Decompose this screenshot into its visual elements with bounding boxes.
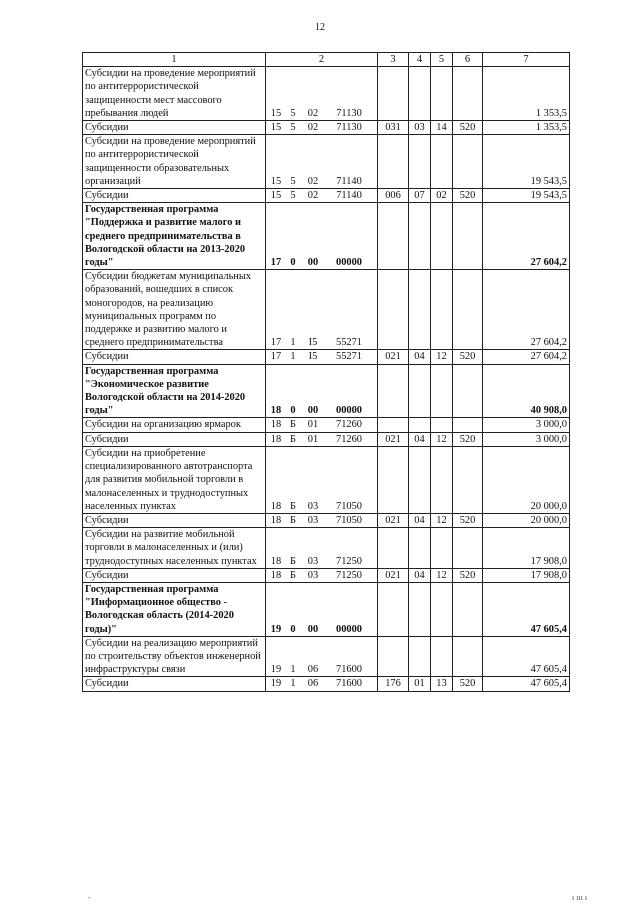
section-code: 04 bbox=[409, 432, 431, 446]
table-row bbox=[83, 270, 570, 350]
subsidy-row bbox=[83, 350, 570, 364]
event-code: I5 bbox=[308, 337, 318, 349]
subprogram-code: 1 bbox=[290, 664, 296, 676]
table-row bbox=[83, 636, 570, 677]
table-row bbox=[83, 67, 570, 121]
event-code: 01 bbox=[307, 433, 319, 445]
subprogram-code: Б bbox=[290, 555, 296, 567]
subprogram-code: 5 bbox=[290, 190, 296, 202]
subsection-code bbox=[431, 67, 453, 121]
subprogram-code: Б bbox=[290, 569, 296, 581]
row-name: Субсидии bbox=[83, 121, 266, 135]
row-name: Субсидии на проведение мероприятий по антитеррористической защищенности мест массового пребывания людей bbox=[83, 67, 266, 121]
target-code bbox=[266, 189, 378, 203]
direction-code: 71600 bbox=[336, 678, 362, 690]
program-code: 19 bbox=[270, 664, 282, 676]
section-code bbox=[409, 270, 431, 350]
table-header-row bbox=[83, 53, 570, 67]
row-name: Субсидии на организацию ярмарок bbox=[83, 418, 266, 432]
ministry-code bbox=[378, 418, 409, 432]
direction-code: 00000 bbox=[336, 623, 362, 635]
direction-code: 55271 bbox=[336, 351, 362, 363]
amount: 3 000,0 bbox=[483, 432, 570, 446]
section-code bbox=[409, 446, 431, 513]
direction-code: 55271 bbox=[336, 337, 362, 349]
amount: 47 605,4 bbox=[483, 582, 570, 636]
subsection-code bbox=[431, 446, 453, 513]
expense-type-code bbox=[453, 270, 483, 350]
subsidy-row bbox=[83, 189, 570, 203]
amount: 19 543,5 bbox=[483, 135, 570, 189]
direction-code: 71140 bbox=[336, 175, 362, 187]
event-code: 02 bbox=[307, 190, 319, 202]
ministry-code: 021 bbox=[378, 568, 409, 582]
subprogram-code: 5 bbox=[290, 175, 296, 187]
row-name: Субсидии на развитие мобильной торговли в малонаселенных и (или) труднодоступных населенных пунктах bbox=[83, 528, 266, 569]
program-code: 15 bbox=[270, 190, 282, 202]
program-code: 18 bbox=[270, 405, 282, 417]
amount: 19 543,5 bbox=[483, 189, 570, 203]
header-cell: 4 bbox=[409, 53, 431, 67]
expense-type-code bbox=[453, 364, 483, 418]
row-name: Субсидии bbox=[83, 189, 266, 203]
program-row bbox=[83, 582, 570, 636]
row-name: Субсидии bbox=[83, 513, 266, 527]
event-code: 00 bbox=[307, 623, 319, 635]
subsection-code bbox=[431, 203, 453, 270]
program-code: 19 bbox=[270, 678, 282, 690]
expense-type-code: 520 bbox=[453, 189, 483, 203]
target-code bbox=[266, 418, 378, 432]
expense-type-code bbox=[453, 636, 483, 677]
program-code: 19 bbox=[270, 623, 282, 635]
subsection-code bbox=[431, 135, 453, 189]
subsection-code: 12 bbox=[431, 350, 453, 364]
subsection-code bbox=[431, 582, 453, 636]
program-code: 18 bbox=[270, 433, 282, 445]
expense-type-code: 520 bbox=[453, 568, 483, 582]
amount: 3 000,0 bbox=[483, 418, 570, 432]
subsection-code: 12 bbox=[431, 513, 453, 527]
row-name: Субсидии bbox=[83, 568, 266, 582]
event-code: 06 bbox=[307, 664, 319, 676]
target-code bbox=[266, 446, 378, 513]
direction-code: 71600 bbox=[336, 664, 362, 676]
row-name: Субсидии bbox=[83, 432, 266, 446]
subsidy-row bbox=[83, 513, 570, 527]
row-name: Субсидии на проведение мероприятий по антитеррористической защищенности образовательных организаций bbox=[83, 135, 266, 189]
event-code: 02 bbox=[307, 122, 319, 134]
direction-code: 71130 bbox=[336, 107, 362, 119]
section-code bbox=[409, 67, 431, 121]
section-code bbox=[409, 636, 431, 677]
row-name: Государственная программа "Информационное общество - Вологодская область (2014-2020 годы)" bbox=[83, 582, 266, 636]
expense-type-code bbox=[453, 135, 483, 189]
subsection-code: 13 bbox=[431, 677, 453, 691]
event-code: 00 bbox=[307, 257, 319, 269]
target-code bbox=[266, 568, 378, 582]
expense-type-code: 520 bbox=[453, 513, 483, 527]
subprogram-code: Б bbox=[290, 433, 296, 445]
direction-code: 00000 bbox=[336, 257, 362, 269]
event-code: 03 bbox=[307, 555, 319, 567]
ministry-code bbox=[378, 270, 409, 350]
program-code: 18 bbox=[270, 555, 282, 567]
subprogram-code: 1 bbox=[290, 337, 296, 349]
subsection-code: 12 bbox=[431, 432, 453, 446]
program-code: 18 bbox=[270, 500, 282, 512]
ministry-code bbox=[378, 135, 409, 189]
row-name: Субсидии на приобретение специализированного автотранспорта для развития мобильной торговли в малонаселенных и труднодоступных населенных пунктах bbox=[83, 446, 266, 513]
ministry-code bbox=[378, 446, 409, 513]
subprogram-code: 0 bbox=[290, 257, 296, 269]
direction-code: 71250 bbox=[336, 555, 362, 567]
subprogram-code: Б bbox=[290, 500, 296, 512]
subsidy-row bbox=[83, 121, 570, 135]
target-code bbox=[266, 67, 378, 121]
section-code: 04 bbox=[409, 513, 431, 527]
expense-type-code bbox=[453, 582, 483, 636]
event-code: 02 bbox=[307, 107, 319, 119]
expense-type-code bbox=[453, 446, 483, 513]
ministry-code: 021 bbox=[378, 432, 409, 446]
target-code bbox=[266, 364, 378, 418]
section-code bbox=[409, 582, 431, 636]
subprogram-code: 5 bbox=[290, 122, 296, 134]
header-cell: 1 bbox=[83, 53, 266, 67]
subprogram-code: 5 bbox=[290, 107, 296, 119]
expense-type-code bbox=[453, 418, 483, 432]
ministry-code bbox=[378, 364, 409, 418]
subsection-code bbox=[431, 418, 453, 432]
subprogram-code: Б bbox=[290, 514, 296, 526]
table-row bbox=[83, 418, 570, 432]
section-code: 07 bbox=[409, 189, 431, 203]
direction-code: 71130 bbox=[336, 122, 362, 134]
program-code: 15 bbox=[270, 175, 282, 187]
page-number: 12 bbox=[315, 22, 325, 33]
ministry-code: 031 bbox=[378, 121, 409, 135]
subprogram-code: 0 bbox=[290, 623, 296, 635]
amount: 20 000,0 bbox=[483, 446, 570, 513]
expense-type-code: 520 bbox=[453, 121, 483, 135]
subsection-code: 12 bbox=[431, 568, 453, 582]
budget-table bbox=[82, 52, 570, 692]
section-code bbox=[409, 528, 431, 569]
subsection-code bbox=[431, 636, 453, 677]
amount: 17 908,0 bbox=[483, 528, 570, 569]
program-row bbox=[83, 203, 570, 270]
program-code: 18 bbox=[270, 569, 282, 581]
header-cell: 5 bbox=[431, 53, 453, 67]
scan-mark-left: - bbox=[88, 893, 91, 902]
event-code: 00 bbox=[307, 405, 319, 417]
amount: 40 908,0 bbox=[483, 364, 570, 418]
ministry-code bbox=[378, 636, 409, 677]
amount: 47 605,4 bbox=[483, 677, 570, 691]
section-code: 03 bbox=[409, 121, 431, 135]
subsidy-row bbox=[83, 568, 570, 582]
subsection-code: 14 bbox=[431, 121, 453, 135]
target-code bbox=[266, 636, 378, 677]
expense-type-code: 520 bbox=[453, 677, 483, 691]
amount: 17 908,0 bbox=[483, 568, 570, 582]
section-code bbox=[409, 135, 431, 189]
expense-type-code bbox=[453, 203, 483, 270]
event-code: I5 bbox=[308, 351, 318, 363]
target-code bbox=[266, 582, 378, 636]
ministry-code: 021 bbox=[378, 513, 409, 527]
amount: 1 353,5 bbox=[483, 67, 570, 121]
ministry-code: 021 bbox=[378, 350, 409, 364]
subsection-code bbox=[431, 270, 453, 350]
direction-code: 71050 bbox=[336, 514, 362, 526]
expense-type-code bbox=[453, 67, 483, 121]
event-code: 03 bbox=[307, 569, 319, 581]
program-code: 18 bbox=[270, 514, 282, 526]
row-name: Государственная программа "Экономическое развитие Вологодской области на 2014-2020 годы" bbox=[83, 364, 266, 418]
header-cell: 3 bbox=[378, 53, 409, 67]
expense-type-code: 520 bbox=[453, 350, 483, 364]
header-cell: 7 bbox=[483, 53, 570, 67]
program-code: 17 bbox=[270, 337, 282, 349]
target-code bbox=[266, 121, 378, 135]
subsection-code bbox=[431, 364, 453, 418]
subsection-code: 02 bbox=[431, 189, 453, 203]
ministry-code: 176 bbox=[378, 677, 409, 691]
table-row bbox=[83, 446, 570, 513]
section-code bbox=[409, 418, 431, 432]
direction-code: 71260 bbox=[336, 433, 362, 445]
program-row bbox=[83, 364, 570, 418]
amount: 27 604,2 bbox=[483, 203, 570, 270]
row-name: Субсидии bbox=[83, 677, 266, 691]
target-code bbox=[266, 528, 378, 569]
subprogram-code: Б bbox=[290, 419, 296, 431]
row-name: Субсидии бюджетам муниципальных образований, вошедших в список моногородов, на реализацию муниципальных программ по поддержке и развитию малого и среднего предпринимательства bbox=[83, 270, 266, 350]
amount: 27 604,2 bbox=[483, 270, 570, 350]
expense-type-code: 520 bbox=[453, 432, 483, 446]
event-code: 01 bbox=[307, 419, 319, 431]
ministry-code bbox=[378, 203, 409, 270]
program-code: 17 bbox=[270, 351, 282, 363]
subsection-code bbox=[431, 528, 453, 569]
section-code: 01 bbox=[409, 677, 431, 691]
amount: 1 353,5 bbox=[483, 121, 570, 135]
program-code: 18 bbox=[270, 419, 282, 431]
section-code bbox=[409, 364, 431, 418]
event-code: 03 bbox=[307, 500, 319, 512]
direction-code: 71260 bbox=[336, 419, 362, 431]
target-code bbox=[266, 135, 378, 189]
ministry-code: 006 bbox=[378, 189, 409, 203]
target-code bbox=[266, 203, 378, 270]
ministry-code bbox=[378, 67, 409, 121]
direction-code: 71140 bbox=[336, 190, 362, 202]
program-code: 15 bbox=[270, 107, 282, 119]
scan-mark-right: ı ııı ı bbox=[572, 893, 588, 902]
target-code bbox=[266, 432, 378, 446]
row-name: Субсидии bbox=[83, 350, 266, 364]
table-row bbox=[83, 528, 570, 569]
subprogram-code: 1 bbox=[290, 678, 296, 690]
table-row bbox=[83, 135, 570, 189]
program-code: 17 bbox=[270, 257, 282, 269]
section-code bbox=[409, 203, 431, 270]
event-code: 06 bbox=[307, 678, 319, 690]
amount: 47 605,4 bbox=[483, 636, 570, 677]
subsidy-row bbox=[83, 677, 570, 691]
amount: 27 604,2 bbox=[483, 350, 570, 364]
amount: 20 000,0 bbox=[483, 513, 570, 527]
target-code bbox=[266, 270, 378, 350]
ministry-code bbox=[378, 528, 409, 569]
direction-code: 71050 bbox=[336, 500, 362, 512]
subsidy-row bbox=[83, 432, 570, 446]
ministry-code bbox=[378, 582, 409, 636]
target-code bbox=[266, 350, 378, 364]
target-code bbox=[266, 677, 378, 691]
event-code: 02 bbox=[307, 175, 319, 187]
program-code: 15 bbox=[270, 122, 282, 134]
target-code bbox=[266, 513, 378, 527]
row-name: Субсидии на реализацию мероприятий по строительству объектов инженерной инфраструктуры связи bbox=[83, 636, 266, 677]
section-code: 04 bbox=[409, 568, 431, 582]
subprogram-code: 0 bbox=[290, 405, 296, 417]
subprogram-code: 1 bbox=[290, 351, 296, 363]
direction-code: 00000 bbox=[336, 405, 362, 417]
row-name: Государственная программа "Поддержка и развитие малого и среднего предпринимательства в Вологодской области на 2013-2020 годы" bbox=[83, 203, 266, 270]
event-code: 03 bbox=[307, 514, 319, 526]
direction-code: 71250 bbox=[336, 569, 362, 581]
section-code: 04 bbox=[409, 350, 431, 364]
header-cell: 2 bbox=[266, 53, 378, 67]
header-cell: 6 bbox=[453, 53, 483, 67]
expense-type-code bbox=[453, 528, 483, 569]
